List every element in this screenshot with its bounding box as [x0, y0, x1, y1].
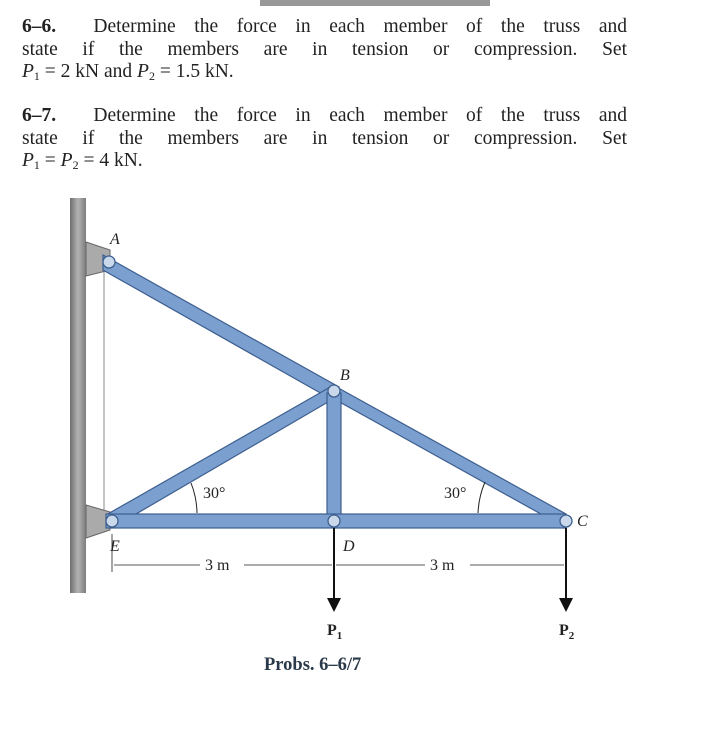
problem-text: Determine the force in each member of the truss and: [93, 16, 627, 37]
problem-line: state if the members are in tension or compression. Set: [22, 38, 627, 60]
label-joint-e: E: [110, 538, 120, 555]
problem-line: [22, 105, 627, 128]
label-joint-c: C: [577, 513, 588, 530]
label-joint-a: A: [110, 231, 120, 248]
joint-c-pin: [560, 515, 572, 527]
member-eb: [106, 386, 340, 528]
joint-a-pin: [103, 256, 115, 268]
angle-label-left: 30°: [203, 485, 226, 502]
problem-text: Determine the force in each member of the truss and: [93, 105, 627, 126]
dim-label-right: 3 m: [430, 557, 455, 574]
angle-arc-right: [478, 482, 485, 513]
truss-figure: [0, 190, 720, 660]
angle-arc-left: [191, 483, 197, 513]
wall: [70, 198, 86, 593]
top-edge-cropped-text: [260, 0, 490, 6]
label-joint-b: B: [340, 367, 350, 384]
problem-given: $P_1 = 2$ kN and $P_2 = 1.5$ kN.: [22, 61, 234, 83]
member-ab: [103, 255, 339, 399]
joint-e-pin: [106, 515, 118, 527]
load-label-p2: $P_2$: [559, 622, 575, 642]
angle-label-right: 30°: [444, 485, 467, 502]
problem-line: state if the members are in tension or compression. Set: [22, 127, 627, 149]
problem-number: 6–7.: [22, 105, 57, 126]
label-joint-d: D: [343, 538, 355, 555]
problem-number: 6–6.: [22, 16, 57, 37]
problem-6-6: [22, 16, 627, 88]
dim-label-left: 3 m: [205, 557, 230, 574]
member-bc: [327, 385, 566, 528]
problem-line: [22, 16, 627, 39]
figure-caption: Probs. 6–6/7: [264, 655, 362, 675]
joint-d-pin: [328, 515, 340, 527]
load-label-p1: $P_1$: [327, 622, 343, 642]
problem-given: $P_1 = P_2 = 4$ kN.: [22, 150, 143, 172]
joint-b-pin: [328, 385, 340, 397]
problem-6-7: [22, 105, 627, 177]
member-bd: [327, 393, 341, 520]
